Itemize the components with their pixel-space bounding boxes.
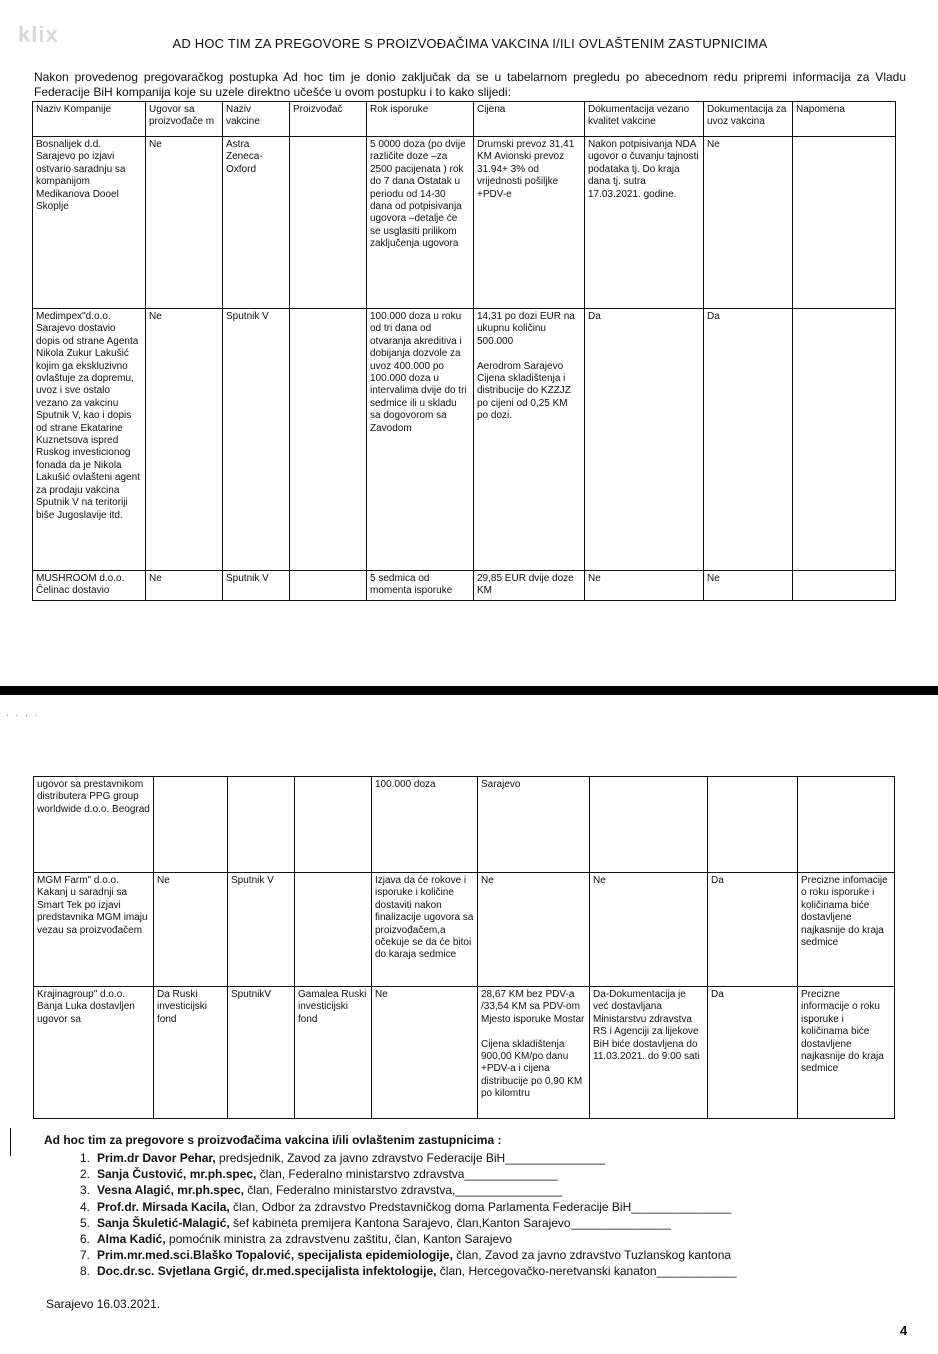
table-cell: Precizne infomacije o roku isporuke i količinama biće dostavljene najkasnije do kraja sedmice bbox=[798, 873, 895, 987]
member-name: Doc.dr.sc. Svjetlana Grgić, dr.med.specijalista infektologije, bbox=[97, 1264, 437, 1279]
table-cell: Ne bbox=[146, 137, 223, 309]
table-header-row bbox=[33, 102, 896, 137]
table-cell: Da bbox=[704, 309, 793, 571]
member-role: član, Federalno ministarstvo zdravstva,________________ bbox=[243, 1183, 563, 1198]
table-cell: Ne bbox=[704, 137, 793, 309]
table-cell bbox=[290, 309, 367, 571]
page-number: 4 bbox=[900, 1323, 908, 1338]
table-cell: 5 0000 doza (po dvije različite doze –za 2500 pacijenata ) rok do 7 dana Ostatak u periodu od 14-30 dana od potpisivanja ugovora –detalje će se usglasiti prilikom zaključenja ugovora bbox=[367, 137, 474, 309]
table-cell: Naziv vakcine bbox=[223, 102, 290, 137]
member-number: 2. bbox=[80, 1167, 91, 1182]
table-row bbox=[34, 777, 895, 873]
member-role: predsjednik, Zavod za javno zdravstvo Federacije BiH_______________ bbox=[215, 1151, 606, 1165]
table-cell: Ne bbox=[704, 571, 793, 601]
table-cell bbox=[154, 777, 228, 873]
table-row bbox=[33, 309, 896, 571]
table-cell bbox=[793, 137, 896, 309]
table-cell: Sarajevo bbox=[478, 777, 590, 873]
table-cell: Ne bbox=[372, 987, 478, 1119]
table-cell: Ne bbox=[585, 571, 704, 601]
member-number: 6. bbox=[80, 1232, 91, 1247]
member-number: 3. bbox=[80, 1183, 91, 1198]
table-cell: Bosnalijek d.d. Sarajevo po izjavi ostvario saradnju sa kompanijom Medikanova Dooel Skoplje bbox=[33, 137, 146, 309]
table-cell bbox=[798, 777, 895, 873]
table-cell: Naziv Kompanije bbox=[33, 102, 146, 137]
table-cell: Ne bbox=[154, 873, 228, 987]
margin-line bbox=[10, 1128, 14, 1156]
table-cell: Da-Dokumentacija je već dostavljana Ministarstvu zdravstva RS i Agenciji za lijekove BiH biće dostavljena do 11.03.2021. do 9:00 sati bbox=[590, 987, 708, 1119]
table-cell: 14,31 po dozi EUR na ukupnu količinu 500.000 Aerodrom Sarajevo Cijena skladištenja i distribucije do KZZJZ po cijeni od 0,25 KM po dozi. bbox=[474, 309, 585, 571]
table-cell: Sputnik V bbox=[223, 309, 290, 571]
table-cell: Astra Zeneca-Oxford bbox=[223, 137, 290, 309]
table-cell: Da bbox=[708, 987, 798, 1119]
place-date: Sarajevo 16.03.2021. bbox=[46, 1297, 161, 1311]
member-item bbox=[80, 1166, 737, 1182]
member-name: Prof.dr. Mirsada Kacila, bbox=[97, 1199, 230, 1214]
member-number: 5. bbox=[80, 1215, 91, 1230]
table-cell: Dokumentacija za uvoz vakcina bbox=[704, 102, 793, 137]
page-separator bbox=[0, 686, 938, 695]
table-cell: 29,85 EUR dvije doze KM bbox=[474, 571, 585, 601]
table-cell: Da bbox=[585, 309, 704, 571]
table-cell: Da bbox=[708, 873, 798, 987]
member-name: Prim.mr.med.sci.Blaško Topalović, specijalista epidemiologije, bbox=[97, 1248, 453, 1263]
member-role: član, Odbor za zdravstvo Predstavničkog doma Parlamenta Federacije BiH_______________ bbox=[229, 1199, 732, 1214]
member-role: član, Zavod za javno zdravstvo Tuzlanskog kantona bbox=[452, 1248, 732, 1263]
table-row bbox=[33, 137, 896, 309]
intro-paragraph: Nakon provedenog pregovaračkog postupka Ad hoc tim je donio zaključak da se u tabelarnom pregledu po abecednom redu pripremi informacija za Vladu Federacije BiH kompanija koje su uzele direktno učešće u ovom postupku i to kako slijedi: bbox=[34, 70, 906, 99]
table-cell: ugovor sa prestavnikom distributera PPG group worldwide d.o.o. Beograd bbox=[34, 777, 154, 873]
table-cell: 100.000 doza u roku od tri dana od otvaranja akreditiva i dobijanja dozvole za uvoz 400.000 po 100.000 doza u intervalima dvije do tri sedmice ili u skladu sa dogovorom sa Zavodom bbox=[367, 309, 474, 571]
scan-marks: · · · · bbox=[6, 710, 40, 720]
member-name: Vesna Alagić, mr.ph.spec, bbox=[97, 1183, 244, 1198]
table-cell: Ne bbox=[146, 571, 223, 601]
table-cell: Sputnik V bbox=[223, 571, 290, 601]
table-cell: SputnikV bbox=[228, 987, 295, 1119]
table-cell: Ne bbox=[478, 873, 590, 987]
table-cell: Gamalea Ruski investicijski fond bbox=[295, 987, 372, 1119]
member-name: Prim.dr Davor Pehar, bbox=[97, 1151, 216, 1165]
table-cell bbox=[708, 777, 798, 873]
table-cell: Ne bbox=[146, 309, 223, 571]
member-number: 1. bbox=[80, 1151, 91, 1165]
table-cell: Nakon potpisivanja NDA ugovor o čuvanju tajnosti podataka tj. Do kraja dana tj. sutra 17.03.2021. godine. bbox=[585, 137, 704, 309]
member-name: Sanja Čustović, mr.ph.spec, bbox=[97, 1167, 257, 1182]
table-cell bbox=[290, 571, 367, 601]
table-cell bbox=[295, 777, 372, 873]
table-cell: Precizne informacije o roku isporuke i količinama biće dostavljene najkasnije do kraja sedmice bbox=[798, 987, 895, 1119]
member-role: član, Hercegovačko-neretvanski kanaton____________ bbox=[436, 1264, 737, 1279]
table-cell: 100.000 doza bbox=[372, 777, 478, 873]
member-item bbox=[80, 1150, 737, 1166]
table-row bbox=[33, 571, 896, 601]
table-cell: 5 sedmica od momenta isporuke bbox=[367, 571, 474, 601]
member-role: član, Federalno ministarstvo zdravstva______________ bbox=[256, 1167, 558, 1182]
member-number: 4. bbox=[80, 1199, 91, 1214]
member-item bbox=[80, 1199, 737, 1215]
table-cell: Rok isporuke bbox=[367, 102, 474, 137]
vaccine-table-page1 bbox=[32, 101, 896, 601]
table-row bbox=[34, 873, 895, 987]
member-role: pomoćnik ministra za zdravstvenu zaštitu, član, Kanton Sarajevo bbox=[165, 1232, 512, 1247]
document-title: AD HOC TIM ZA PREGOVORE S PROIZVOĐAČIMA VAKCINA I/ILI OVLAŠTENIM ZASTUPNICIMA bbox=[172, 36, 768, 51]
table-cell: Medimpex"d.o.o. Sarajevo dostavio dopis od strane Agenta Nikola Zukur Lakušić kojim ga ekskluzivno ovlaštuje za dopremu, uvoz i sve ostalo vezano za vakcinu Sputnik V, kao i dopis od strane Ekatarine Kuznetsova ispred Ruskog investicionog fonada da je Nikola Lakušić ovlašteni agent za prodaju vakcina Sputnik V na teritoriji biše Jugoslavije itd. bbox=[33, 309, 146, 571]
table-cell bbox=[793, 571, 896, 601]
table-cell: Proizvođač bbox=[290, 102, 367, 137]
table-cell: Drumski prevoz 31,41 KM Avionski prevoz 31.94+ 3% od vrijednosti pošiljke +PDV-e bbox=[474, 137, 585, 309]
member-item bbox=[80, 1263, 737, 1279]
member-number: 8. bbox=[80, 1264, 91, 1279]
table-cell bbox=[290, 137, 367, 309]
table-cell: Sputnik V bbox=[228, 873, 295, 987]
table-cell: Krajinagroup" d.o.o. Banja Luka dostavljen ugovor sa bbox=[34, 987, 154, 1119]
table-cell: Ne bbox=[590, 873, 708, 987]
member-item bbox=[80, 1215, 737, 1231]
table-cell: Izjava da će rokove i isporuke i količine dostaviti nakon finalizacije ugovora sa proizvođačem,a očekuje se da će bitoi do karaja sedmice bbox=[372, 873, 478, 987]
vaccine-table-page2 bbox=[33, 776, 895, 1119]
member-role: šef kabineta premijera Kantona Sarajevo, član,Kanton Sarajevo_______________ bbox=[229, 1215, 671, 1230]
table-cell: MGM Farm" d.o.o. Kakanj u saradnji sa Smart Tek po izjavi predstavnika MGM imaju vezau sa proizvođačem bbox=[34, 873, 154, 987]
table-row bbox=[34, 987, 895, 1119]
table-cell: Da Ruski investicijski fond bbox=[154, 987, 228, 1119]
member-name: Alma Kadić, bbox=[97, 1232, 166, 1247]
member-item bbox=[80, 1247, 737, 1263]
table-cell bbox=[793, 309, 896, 571]
table-cell: Ugovor sa proizvođače m bbox=[146, 102, 223, 137]
table-cell bbox=[228, 777, 295, 873]
member-item bbox=[80, 1231, 737, 1247]
table-cell: Cijena bbox=[474, 102, 585, 137]
table-cell bbox=[295, 873, 372, 987]
table-cell bbox=[590, 777, 708, 873]
table-cell: MUSHROOM d.o.o. Čelinac dostavio bbox=[33, 571, 146, 601]
members-title: Ad hoc tim za pregovore s proizvođačima vakcina i/ili ovlaštenim zastupnicima : bbox=[44, 1133, 502, 1147]
table-cell: Dokumentacija vezano kvalitet vakcine bbox=[585, 102, 704, 137]
table-cell: 28,67 KM bez PDV-a /33,54 KM sa PDV-om Mjesto isporuke Mostar Cijena skladištenja 900,00 KM/po danu +PDV-a i cijena distribucije po 0,90 KM po kilomtru bbox=[478, 987, 590, 1119]
watermark-logo: klix bbox=[18, 22, 59, 47]
members-list bbox=[80, 1150, 737, 1280]
member-number: 7. bbox=[80, 1248, 91, 1263]
table-cell: Napomena bbox=[793, 102, 896, 137]
member-item bbox=[80, 1182, 737, 1198]
member-name: Sanja Škuletić-Malagić, bbox=[97, 1215, 230, 1230]
